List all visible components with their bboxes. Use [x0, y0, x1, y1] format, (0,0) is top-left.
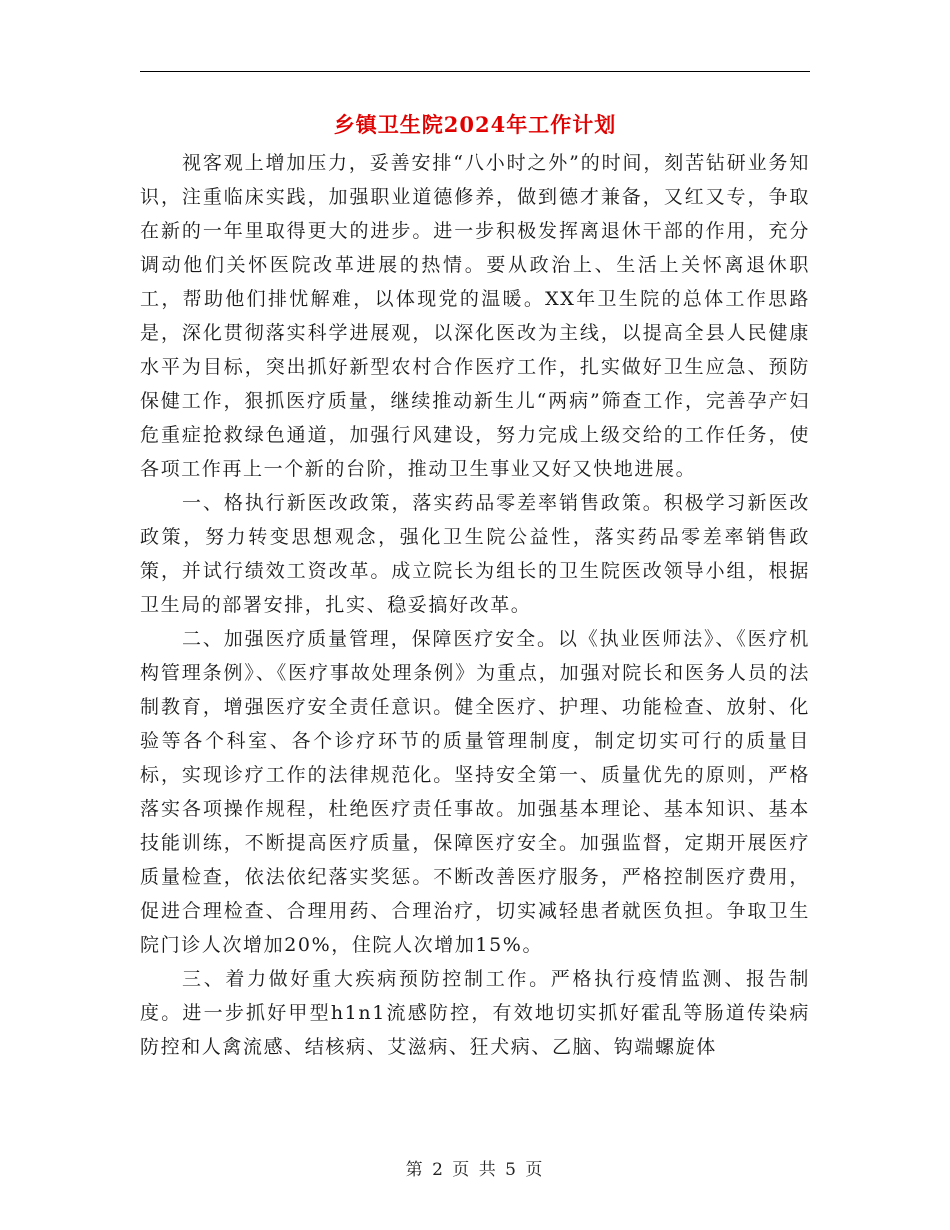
paragraph-section-2: 二、加强医疗质量管理，保障医疗安全。以《执业医师法》、《医疗机构管理条例》、《医疗事故处理条例》为重点，加强对院长和医务人员的法制教育，增强医疗安全责任意识。健全医疗、护理、功能检查、放射、化验等各个科室、各个诊疗环节的质量管理制度，制定切实可行的质量目标，实现诊疗工作的法律规范化。坚持安全第一、质量优先的原则，严格落实各项操作规程，杜绝医疗责任事故。加强基本理论、基本知识、基本技能训练，不断提高医疗质量，保障医疗安全。加强监督，定期开展医疗质量检查，依法依纪落实奖惩。不断改善医疗服务，严格控制医疗费用，促进合理检查、合理用药、合理治疗，切实减轻患者就医负担。争取卫生院门诊人次增加20%，住院人次增加15%。	[140, 628, 810, 956]
header-rule	[140, 71, 810, 72]
paragraph-intro: 视客观上增加压力，妥善安排“八小时之外”的时间，刻苦钻研业务知识，注重临床实践，加强职业道德修养，做到德才兼备，又红又专，争取在新的一年里取得更大的进步。进一步积极发挥离退休干部的作用，充分调动他们关怀医院改革进展的热情。要从政治上、生活上关怀离退休职工，帮助他们排忧解难，以体现党的温暖。XX年卫生院的总体工作思路是，深化贯彻落实科学进展观，以深化医改为主线，以提高全县人民健康水平为目标，突出抓好新型农村合作医疗工作，扎实做好卫生应急、预防保健工作，狠抓医疗质量，继续推动新生儿“两病”筛查工作，完善孕产妇危重症抢救绿色通道，加强行风建设，努力完成上级交给的工作任务，使各项工作再上一个新的台阶，推动卫生事业又好又快地进展。	[140, 152, 810, 480]
document-title: 乡镇卫生院2024年工作计划	[333, 112, 617, 137]
paragraph-section-3: 三、着力做好重大疾病预防控制工作。严格执行疫情监测、报告制度。进一步抓好甲型h1n1流感防控，有效地切实抓好霍乱等肠道传染病防控和人禽流感、结核病、艾滋病、狂犬病、乙脑、钩端螺旋体	[140, 968, 810, 1058]
page-number: 第 2 页 共 5 页	[405, 1160, 545, 1180]
paragraph-section-1: 一、格执行新医改政策，落实药品零差率销售政策。积极学习新医改政策，努力转变思想观念，强化卫生院公益性，落实药品零差率销售政策，并试行绩效工资改革。成立院长为组长的卫生院医改领导小组，根据卫生局的部署安排，扎实、稳妥搞好改革。	[140, 492, 810, 616]
document-body	[140, 146, 810, 1064]
